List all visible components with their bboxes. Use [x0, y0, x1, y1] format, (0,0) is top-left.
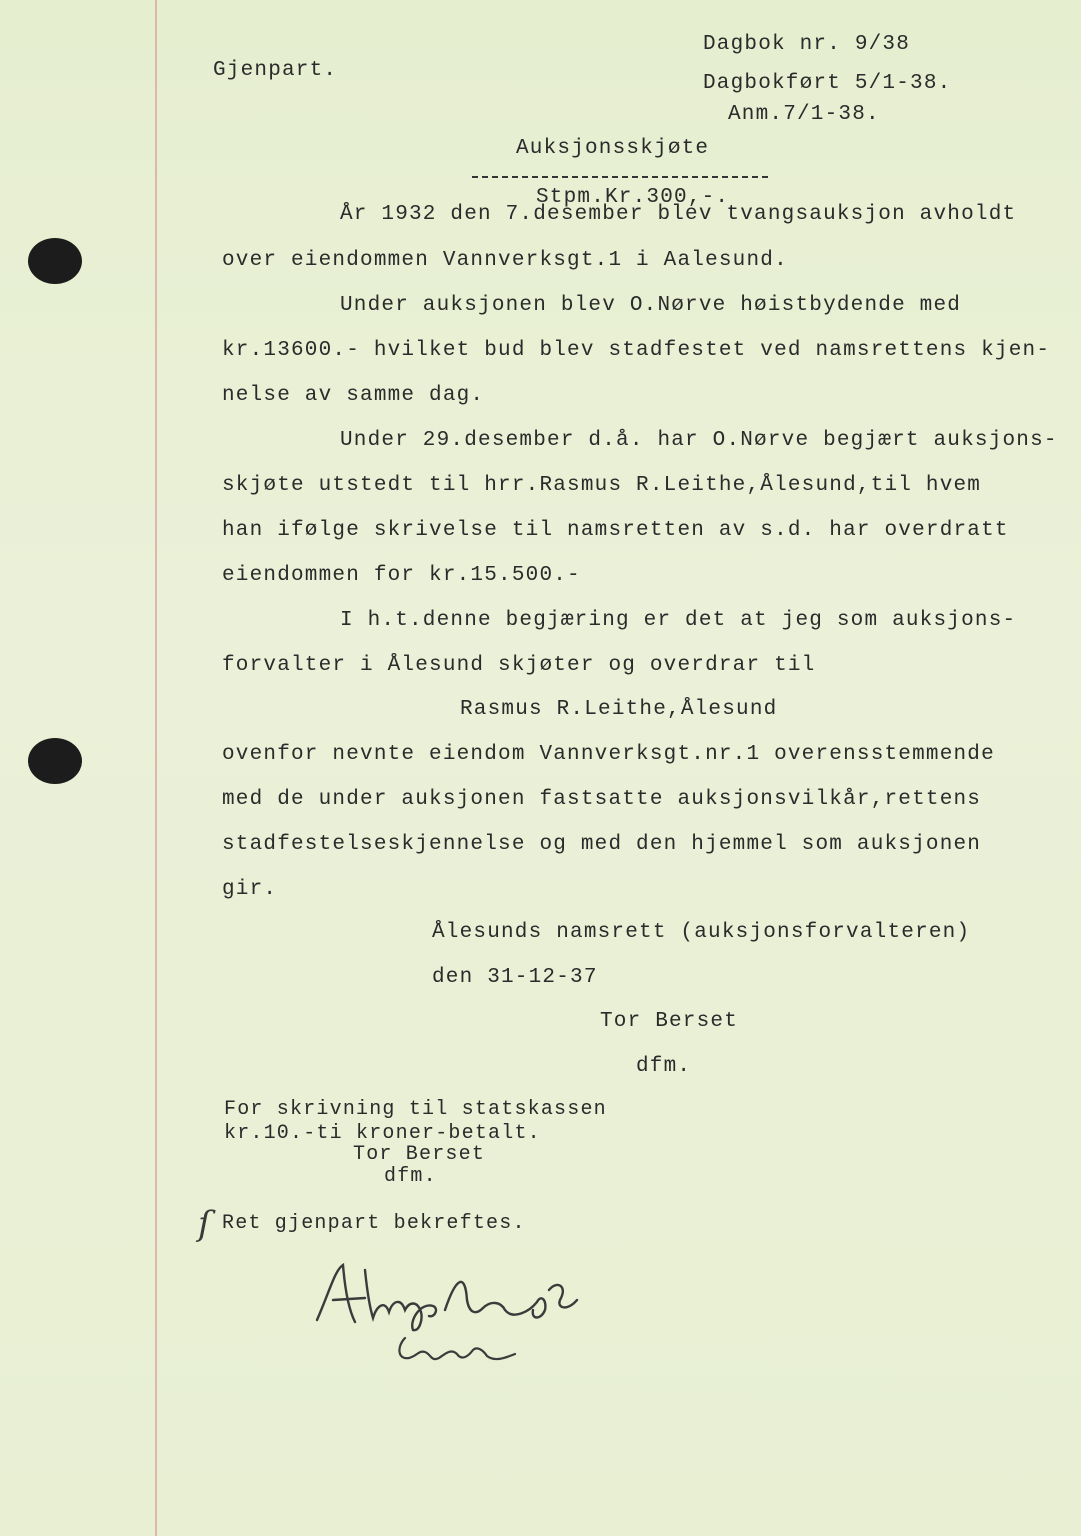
signature-date: den 31-12-37 [432, 966, 598, 989]
body-line: Under 29.desember d.å. har O.Nørve begjært auksjons- [340, 429, 1058, 452]
certification-text: Ret gjenpart bekreftes. [222, 1212, 526, 1235]
body-line: Under auksjonen blev O.Nørve høistbydende med [340, 294, 962, 317]
body-line: han ifølge skrivelse til namsretten av s.d. har overdratt [222, 519, 1009, 542]
body-line: skjøte utstedt til hrr.Rasmus R.Leithe,Ålesund,til hvem [222, 474, 982, 497]
fee-note-line: kr.10.-ti kroner-betalt. [224, 1122, 541, 1145]
body-line: I h.t.denne begjæring er det at jeg som auksjons- [340, 609, 1017, 632]
fee-note-line: For skrivning til statskassen [224, 1098, 607, 1121]
stamp-duty: Stpm.Kr.300,-. [536, 186, 730, 209]
copy-label: Gjenpart. [213, 59, 338, 82]
signer-name: Tor Berset [600, 1010, 739, 1033]
body-line: ovenfor nevnte eiendom Vannverksgt.nr.1 overensstemmende [222, 743, 995, 766]
handwritten-mark: ſ [198, 1204, 211, 1244]
court-name: Ålesunds namsrett (auksjonsforvalteren) [432, 921, 971, 944]
title-underline [472, 176, 768, 178]
punch-hole [28, 738, 82, 784]
body-line: eiendommen for kr.15.500.- [222, 564, 581, 587]
body-line: med de under auksjonen fastsatte auksjonsvilkår,rettens [222, 788, 982, 811]
fee-note-title: dfm. [384, 1165, 437, 1188]
body-line: over eiendommen Vannverksgt.1 i Aalesund. [222, 249, 788, 272]
body-line: forvalter i Ålesund skjøter og overdrar til [222, 654, 816, 677]
grantee-name: Rasmus R.Leithe,Ålesund [460, 698, 778, 721]
annotation-date: Anm.7/1-38. [728, 103, 880, 126]
punch-hole [28, 238, 82, 284]
margin-rule [155, 0, 157, 1536]
document-title: Auksjonsskjøte [516, 137, 710, 160]
journal-number: Dagbok nr. 9/38 [703, 33, 911, 56]
journal-entered: Dagbokført 5/1-38. [703, 72, 952, 95]
body-line: År 1932 den 7.desember blev tvangsauksjon avholdt [340, 203, 1017, 226]
body-line: nelse av samme dag. [222, 384, 485, 407]
signer-title: dfm. [636, 1055, 692, 1078]
body-line: gir. [222, 878, 278, 901]
body-line: stadfestelseskjennelse og med den hjemmel som auksjonen [222, 833, 982, 856]
fee-note-signer: Tor Berset [353, 1143, 486, 1166]
handwritten-signature [305, 1250, 595, 1370]
body-line: kr.13600.- hvilket bud blev stadfestet ved namsrettens kjen- [222, 339, 1051, 362]
